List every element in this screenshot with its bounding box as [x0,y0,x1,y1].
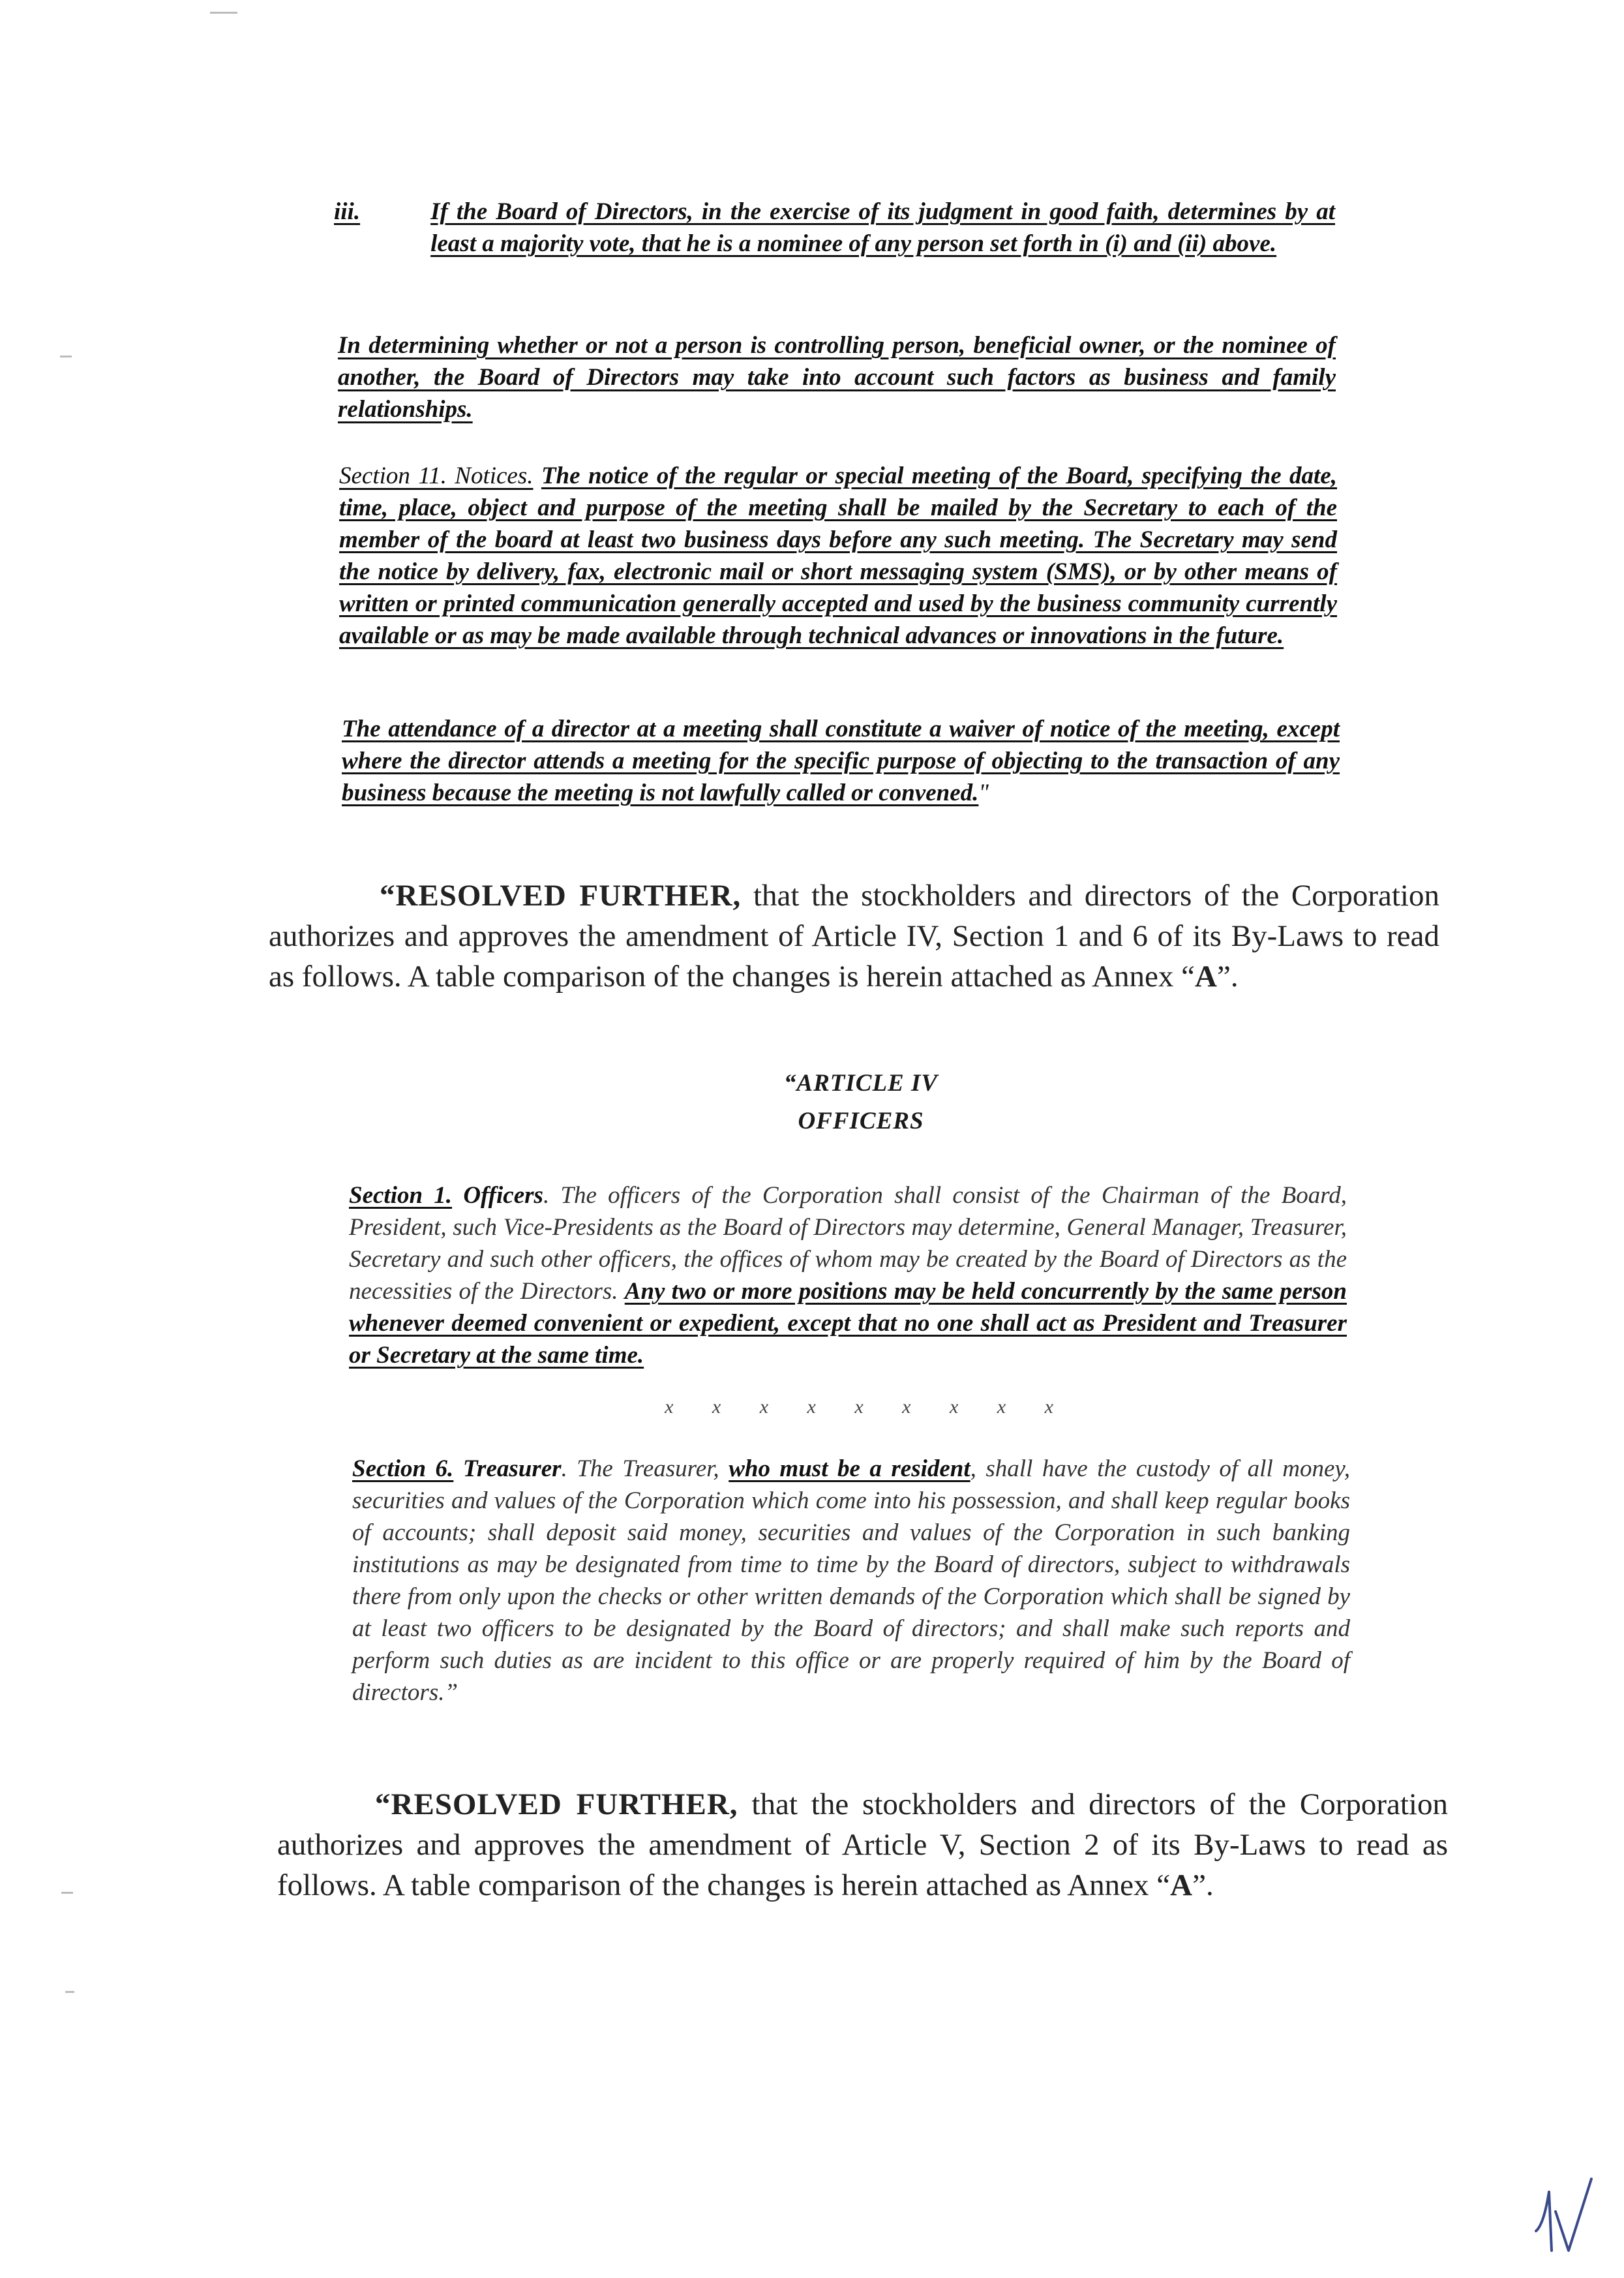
section-6-pre: . The Treasurer, [561,1455,719,1482]
section-6-treasurer [352,1453,1350,1708]
section-6-text: , shall have the custody of all money, securities and values of the Corporation which come into his possession, and shall keep regular books of accounts; shall deposit said money, securities and values of the Corporation in such banking institutions as may be designated from time to time by the Board of directors, subject to withdrawals there from only upon the checks or other written demands of the Corporation which shall be signed by at least two officers to be designated by the Board of directors; and shall make such reports and perform such duties as are incident to this office or are properly required of him by the Board of directors.” [352,1455,1350,1706]
article-iv-heading [652,1065,1070,1140]
scan-mark [61,1892,73,1894]
closing-quote: " [978,780,989,806]
scan-mark [65,1991,74,1993]
section-6-name: Treasurer [462,1455,562,1482]
section-6-number: Section 6. [352,1455,454,1482]
handwritten-initials [1529,2153,1601,2264]
article-iv-title: “ARTICLE IV [783,1070,939,1097]
section-1-number: Section 1. [349,1182,453,1209]
clause-iii-label: iii. [334,198,361,225]
resolution-lead: “RESOLVED FURTHER, [380,879,742,913]
section-11-text: The notice of the regular or special meeting of the Board, specifying the date, time, place, object and purpose of the meeting shall be mailed by the Secretary to each of the member of the board at least two business days before any such meeting. The Secretary may send the notice by delivery, fax, electronic mail or short messaging system (SMS), or by other means of written or printed communication generally accepted and used by the business community currently available or as may be made available through technical advances or innovations in the future. [339,463,1338,649]
resolution-article-v [277,1784,1448,1906]
section-1-name: Officers [463,1182,543,1209]
resolution-tail: ”. [1216,960,1239,994]
resolution-tail: ”. [1192,1868,1214,1902]
scan-mark [210,12,237,14]
attendance-paragraph [342,713,1340,809]
resolution-text: that the stockholders and directors of the Corporation authorizes and approves the amendment of Article IV, Section 1 and 6 of its By-Laws to read as follows. A table comparison of the changes is herein attached as Annex “ [269,879,1439,994]
section-1-text: . The officers of the Corporation shall consist of the Chairman of the Board, President, such Vice-Presidents as the Board of Directors may determine, General Manager, Treasurer, Secretary and such other officers, the offices of whom may be created by the Board of Directors as the necessities of the Directors. [349,1182,1347,1305]
attendance-text: The attendance of a director at a meeting shall constitute a waiver of notice of the meeting, except where the director attends a meeting for the specific purpose of objecting to the transaction of any business because the meeting is not lawfully called or convened. [342,716,1340,806]
scan-mark [60,356,72,357]
section-11-heading: Section 11. Notices. [339,463,534,489]
resolution-lead: “RESOLVED FURTHER, [375,1787,738,1821]
clause-iii [334,196,1335,260]
section-11-notices [339,460,1337,652]
determining-paragraph: In determining whether or not a person is controlling person, beneficial owner, or the nominee of another, the Board of Directors may take into account such factors as business and family relationships. [338,332,1336,423]
annex-letter: A [1170,1868,1193,1902]
annex-letter: A [1195,960,1217,994]
resolution-text: that the stockholders and directors of the Corporation authorizes and approves the amendment of Article V, Section 2 of its By-Laws to read as follows. A table comparison of the changes is herein attached as Annex “ [277,1787,1448,1902]
section-1-officers [349,1179,1347,1371]
resolution-article-iv [269,875,1439,997]
clause-iii-text: If the Board of Directors, in the exercise of its judgment in good faith, determines by at least a majority vote, that he is a nominee of any person set forth in (i) and (ii) above. [430,198,1335,257]
section-6-amendment: who must be a resident [729,1455,970,1482]
section-1-amendment: Any two or more positions may be held concurrently by the same person whenever deemed convenient or expedient, except that no one shall act as President and Treasurer or Secretary at the same time. [349,1278,1347,1369]
article-iv-subtitle: OFFICERS [798,1108,924,1134]
omission-separator: x x x x x x x x x [665,1396,1057,1418]
